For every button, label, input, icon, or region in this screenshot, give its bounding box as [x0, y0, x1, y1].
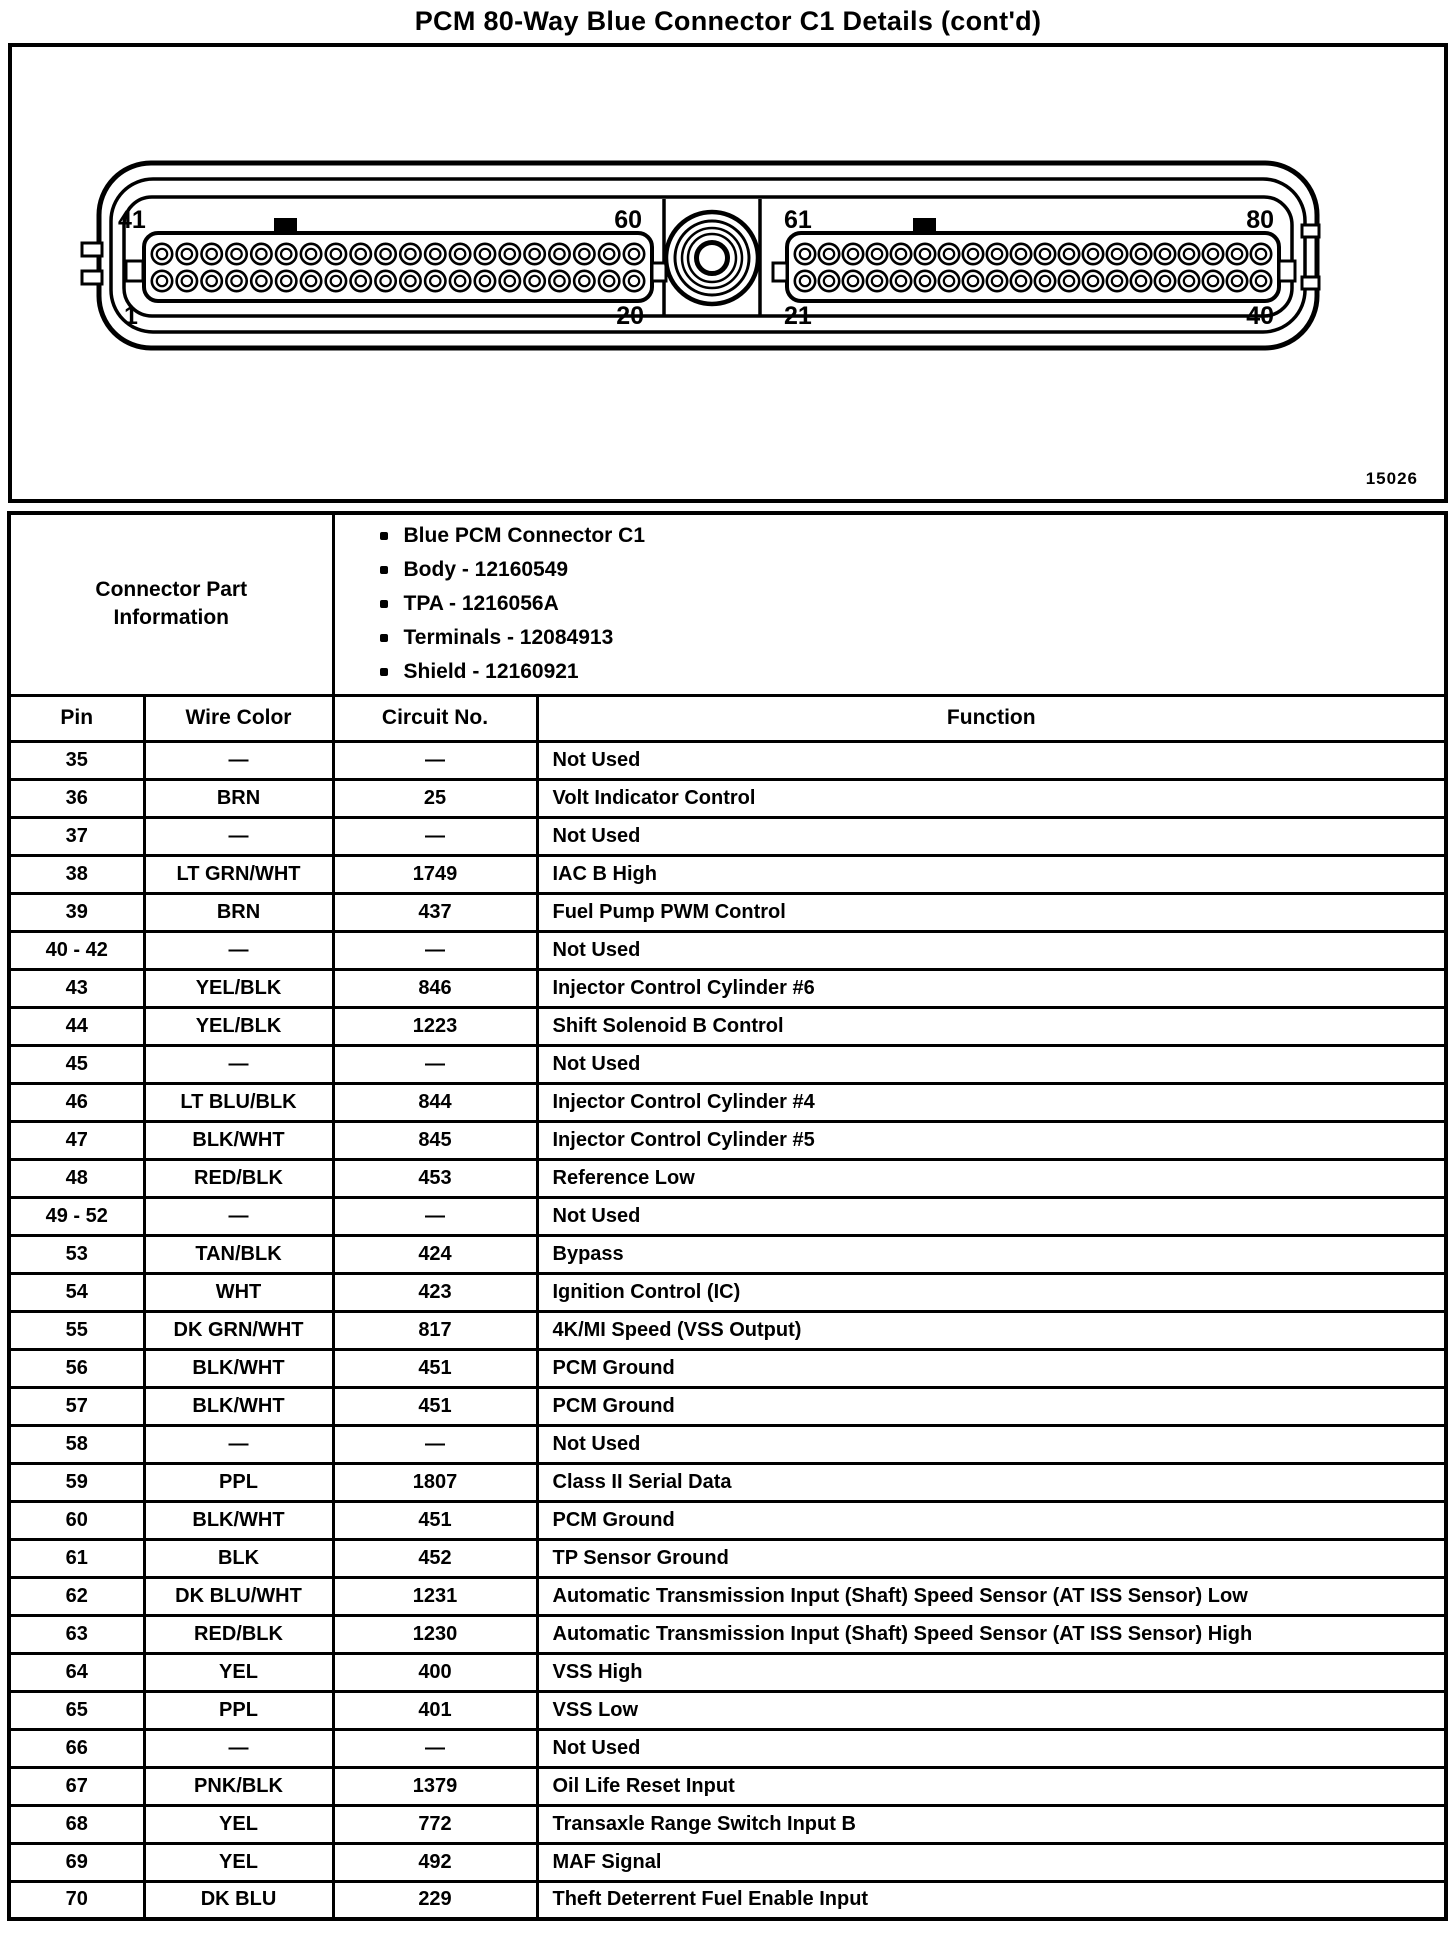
function-cell: Not Used [537, 817, 1446, 855]
terminal-pin [450, 244, 470, 264]
terminal-pin [819, 244, 839, 264]
pin-cell: 49 - 52 [9, 1197, 144, 1235]
left-latch-tab [82, 271, 102, 284]
wire-color-cell: BLK/WHT [144, 1501, 333, 1539]
block-side-tab [773, 263, 787, 281]
terminal-pin [549, 244, 569, 264]
function-cell: Bypass [537, 1235, 1446, 1273]
table-row [9, 1843, 1446, 1881]
keying-square-left [274, 218, 297, 233]
wire-color-cell: TAN/BLK [144, 1235, 333, 1273]
terminal-pin [177, 271, 197, 291]
block-side-tab [126, 261, 143, 281]
pin-cell: 64 [9, 1653, 144, 1691]
terminal-pin [795, 271, 815, 291]
terminal-pin [795, 244, 815, 264]
column-header-function: Function [537, 695, 1446, 741]
circuit-no-cell: — [333, 1045, 537, 1083]
table-row [9, 931, 1446, 969]
circuit-no-cell: 437 [333, 893, 537, 931]
terminal-pin [843, 271, 863, 291]
table-row [9, 1691, 1446, 1729]
terminal-pin [301, 244, 321, 264]
terminal-pin [1059, 271, 1079, 291]
table-row [9, 817, 1446, 855]
function-cell: Class II Serial Data [537, 1463, 1446, 1501]
terminal-pin [1131, 271, 1151, 291]
terminal-pin [524, 244, 544, 264]
pin-cell: 45 [9, 1045, 144, 1083]
circuit-no-cell: — [333, 817, 537, 855]
left-latch-tab [82, 243, 102, 256]
right-shell-notch [1302, 277, 1319, 289]
right-shell-notch [1302, 225, 1319, 237]
terminal-pin [251, 271, 271, 291]
table-row [9, 1615, 1446, 1653]
circuit-no-cell: 400 [333, 1653, 537, 1691]
function-cell: Oil Life Reset Input [537, 1767, 1446, 1805]
terminal-pin [425, 244, 445, 264]
terminal-pin [939, 244, 959, 264]
wire-color-cell: BRN [144, 893, 333, 931]
circuit-no-cell: — [333, 1729, 537, 1767]
terminal-pin [351, 244, 371, 264]
part-info-bullets-cell [333, 513, 1446, 695]
wire-color-cell: LT GRN/WHT [144, 855, 333, 893]
wire-color-cell: — [144, 1045, 333, 1083]
terminal-pin [963, 271, 983, 291]
wire-color-cell: BLK [144, 1539, 333, 1577]
pin-label-1: 1 [124, 302, 138, 330]
terminal-pin [301, 271, 321, 291]
wire-color-cell: YEL [144, 1843, 333, 1881]
terminal-pin [939, 271, 959, 291]
terminal-pin [891, 244, 911, 264]
terminal-pin [326, 244, 346, 264]
pin-cell: 66 [9, 1729, 144, 1767]
wire-color-cell: BLK/WHT [144, 1387, 333, 1425]
terminal-pin [1035, 244, 1055, 264]
terminal-pin [1107, 271, 1127, 291]
table-row [9, 1197, 1446, 1235]
function-cell: VSS High [537, 1653, 1446, 1691]
terminal-pin [375, 271, 395, 291]
table-row [9, 1881, 1446, 1919]
terminal-pin [1227, 271, 1247, 291]
circuit-no-cell: 25 [333, 779, 537, 817]
terminal-pin [1155, 271, 1175, 291]
terminal-pin [326, 271, 346, 291]
terminal-pin [276, 271, 296, 291]
pin-cell: 67 [9, 1767, 144, 1805]
table-row [9, 1539, 1446, 1577]
part-info-item: TPA - 1216056A [380, 587, 1444, 621]
terminal-pin [843, 244, 863, 264]
circuit-no-cell: 451 [333, 1349, 537, 1387]
wire-color-cell: RED/BLK [144, 1159, 333, 1197]
terminal-pin [1131, 244, 1151, 264]
terminal-pin [987, 271, 1007, 291]
pin-cell: 61 [9, 1539, 144, 1577]
wire-color-cell: — [144, 1729, 333, 1767]
pin-cell: 37 [9, 817, 144, 855]
terminal-pin [574, 244, 594, 264]
table-row [9, 1653, 1446, 1691]
function-cell: Injector Control Cylinder #5 [537, 1121, 1446, 1159]
terminal-pin [276, 244, 296, 264]
wire-color-cell: PPL [144, 1463, 333, 1501]
wire-color-cell: YEL [144, 1805, 333, 1843]
wire-color-cell: — [144, 817, 333, 855]
terminal-pin [1155, 244, 1175, 264]
table-row [9, 1501, 1446, 1539]
table-row [9, 779, 1446, 817]
connector-diagram [12, 47, 1444, 499]
terminal-pin [963, 244, 983, 264]
terminal-pin [177, 244, 197, 264]
pin-label-80: 80 [1246, 206, 1274, 234]
circuit-no-cell: 846 [333, 969, 537, 1007]
function-cell: Transaxle Range Switch Input B [537, 1805, 1446, 1843]
wire-color-cell: RED/BLK [144, 1615, 333, 1653]
function-cell: Reference Low [537, 1159, 1446, 1197]
function-cell: IAC B High [537, 855, 1446, 893]
terminal-pin [400, 271, 420, 291]
wire-color-cell: YEL/BLK [144, 1007, 333, 1045]
terminal-pin [574, 271, 594, 291]
table-row [9, 1007, 1446, 1045]
circuit-no-cell: 845 [333, 1121, 537, 1159]
pin-cell: 63 [9, 1615, 144, 1653]
pin-cell: 48 [9, 1159, 144, 1197]
part-info-item: Blue PCM Connector C1 [380, 519, 1444, 553]
circuit-no-cell: 817 [333, 1311, 537, 1349]
table-row [9, 1729, 1446, 1767]
table-row [9, 1387, 1446, 1425]
circuit-no-cell: 1230 [333, 1615, 537, 1653]
table-row [9, 1121, 1446, 1159]
pin-block-left [144, 233, 652, 301]
table-row [9, 1045, 1446, 1083]
circuit-no-cell: 1807 [333, 1463, 537, 1501]
column-header-circuit-no: Circuit No. [333, 695, 537, 741]
table-row [9, 1349, 1446, 1387]
circuit-no-cell: — [333, 931, 537, 969]
pin-cell: 70 [9, 1881, 144, 1919]
function-cell: Ignition Control (IC) [537, 1273, 1446, 1311]
terminal-pin [500, 244, 520, 264]
pin-cell: 36 [9, 779, 144, 817]
function-cell: Automatic Transmission Input (Shaft) Speed Sensor (AT ISS Sensor) Low [537, 1577, 1446, 1615]
terminal-pin [1083, 271, 1103, 291]
function-cell: Automatic Transmission Input (Shaft) Speed Sensor (AT ISS Sensor) High [537, 1615, 1446, 1653]
function-cell: Volt Indicator Control [537, 779, 1446, 817]
pin-label-41: 41 [118, 206, 146, 234]
function-cell: PCM Ground [537, 1349, 1446, 1387]
pin-cell: 57 [9, 1387, 144, 1425]
wire-color-cell: DK BLU/WHT [144, 1577, 333, 1615]
terminal-pin [549, 271, 569, 291]
part-info-label: Connector Part Information [95, 578, 248, 630]
terminal-pin [226, 271, 246, 291]
wire-color-cell: — [144, 741, 333, 779]
circuit-no-cell: — [333, 1425, 537, 1463]
connector-figure [8, 43, 1448, 503]
pin-label-40: 40 [1246, 302, 1274, 330]
table-row [9, 1425, 1446, 1463]
terminal-pin [867, 244, 887, 264]
terminal-pin [450, 271, 470, 291]
function-cell: Injector Control Cylinder #6 [537, 969, 1446, 1007]
wire-color-cell: PPL [144, 1691, 333, 1729]
function-cell: PCM Ground [537, 1501, 1446, 1539]
terminal-pin [987, 244, 1007, 264]
circuit-no-cell: 423 [333, 1273, 537, 1311]
keying-square-right [913, 218, 936, 233]
pin-cell: 40 - 42 [9, 931, 144, 969]
terminal-pin [1107, 244, 1127, 264]
pin-cell: 65 [9, 1691, 144, 1729]
pin-cell: 55 [9, 1311, 144, 1349]
function-cell: Not Used [537, 1729, 1446, 1767]
part-info-list [336, 519, 1444, 689]
wire-color-cell: BLK/WHT [144, 1349, 333, 1387]
terminal-pin [152, 271, 172, 291]
circuit-no-cell: 401 [333, 1691, 537, 1729]
table-row [9, 1767, 1446, 1805]
pin-cell: 35 [9, 741, 144, 779]
circuit-no-cell: 1749 [333, 855, 537, 893]
pin-cell: 56 [9, 1349, 144, 1387]
table-row [9, 855, 1446, 893]
wire-color-cell: — [144, 1197, 333, 1235]
terminal-pin [201, 271, 221, 291]
table-row [9, 893, 1446, 931]
circuit-no-cell: 424 [333, 1235, 537, 1273]
table-row [9, 1805, 1446, 1843]
column-header-pin: Pin [9, 695, 144, 741]
table-row [9, 1235, 1446, 1273]
part-info-item: Body - 12160549 [380, 553, 1444, 587]
pin-cell: 53 [9, 1235, 144, 1273]
terminal-pin [1083, 244, 1103, 264]
circuit-no-cell: — [333, 741, 537, 779]
circuit-no-cell: 451 [333, 1387, 537, 1425]
terminal-pin [475, 271, 495, 291]
terminal-pin [375, 244, 395, 264]
wire-color-cell: DK GRN/WHT [144, 1311, 333, 1349]
terminal-pin [226, 244, 246, 264]
wire-color-cell: BRN [144, 779, 333, 817]
terminal-pin [1179, 244, 1199, 264]
terminal-pin [624, 244, 644, 264]
pin-label-60: 60 [614, 206, 642, 234]
terminal-pin [351, 271, 371, 291]
terminal-pin [1011, 271, 1031, 291]
function-cell: Not Used [537, 1425, 1446, 1463]
circuit-no-cell: 453 [333, 1159, 537, 1197]
pin-cell: 68 [9, 1805, 144, 1843]
part-info-item: Shield - 12160921 [380, 655, 1444, 689]
function-cell: Not Used [537, 741, 1446, 779]
function-cell: Theft Deterrent Fuel Enable Input [537, 1881, 1446, 1919]
pin-cell: 44 [9, 1007, 144, 1045]
pin-cell: 43 [9, 969, 144, 1007]
table-row [9, 1273, 1446, 1311]
table-row [9, 1463, 1446, 1501]
circuit-no-cell: 772 [333, 1805, 537, 1843]
pin-cell: 60 [9, 1501, 144, 1539]
terminal-pin [891, 271, 911, 291]
function-cell: Not Used [537, 1045, 1446, 1083]
circuit-no-cell: 452 [333, 1539, 537, 1577]
block-side-tab [1279, 261, 1295, 281]
terminal-pin [819, 271, 839, 291]
function-cell: PCM Ground [537, 1387, 1446, 1425]
circuit-no-cell: 451 [333, 1501, 537, 1539]
pin-cell: 54 [9, 1273, 144, 1311]
figure-number: 15026 [1365, 469, 1418, 488]
terminal-pin [475, 244, 495, 264]
terminal-pin [400, 244, 420, 264]
circuit-no-cell: 1379 [333, 1767, 537, 1805]
center-bolt [666, 212, 758, 304]
terminal-pin [915, 271, 935, 291]
circuit-no-cell: 229 [333, 1881, 537, 1919]
pin-cell: 47 [9, 1121, 144, 1159]
wire-color-cell: — [144, 931, 333, 969]
terminal-pin [624, 271, 644, 291]
function-cell: 4K/MI Speed (VSS Output) [537, 1311, 1446, 1349]
pin-cell: 39 [9, 893, 144, 931]
part-info-row [9, 513, 1446, 695]
pin-label-61: 61 [784, 206, 812, 234]
terminal-pin [251, 244, 271, 264]
part-info-label-cell [9, 513, 333, 695]
pin-cell: 38 [9, 855, 144, 893]
terminal-pin [152, 244, 172, 264]
part-info-item: Terminals - 12084913 [380, 621, 1444, 655]
table-row [9, 1159, 1446, 1197]
circuit-no-cell: 492 [333, 1843, 537, 1881]
table-row [9, 1311, 1446, 1349]
circuit-no-cell: 1223 [333, 1007, 537, 1045]
pinout-table [7, 511, 1448, 1921]
terminal-pin [1179, 271, 1199, 291]
wire-color-cell: LT BLU/BLK [144, 1083, 333, 1121]
pin-block-right [787, 233, 1279, 301]
pinout-rows [9, 741, 1446, 1919]
wire-color-cell: BLK/WHT [144, 1121, 333, 1159]
column-header-wire-color: Wire Color [144, 695, 333, 741]
pin-label-20: 20 [616, 302, 644, 330]
terminal-pin [1251, 271, 1271, 291]
page-title: PCM 80-Way Blue Connector C1 Details (cont'd) [414, 6, 1042, 36]
pin-cell: 62 [9, 1577, 144, 1615]
wire-color-cell: PNK/BLK [144, 1767, 333, 1805]
wire-color-cell: — [144, 1425, 333, 1463]
function-cell: Fuel Pump PWM Control [537, 893, 1446, 931]
terminal-pin [1203, 271, 1223, 291]
table-row [9, 741, 1446, 779]
pin-cell: 58 [9, 1425, 144, 1463]
wire-color-cell: WHT [144, 1273, 333, 1311]
pin-label-21: 21 [784, 302, 812, 330]
wire-color-cell: YEL/BLK [144, 969, 333, 1007]
pin-cell: 46 [9, 1083, 144, 1121]
circuit-no-cell: 844 [333, 1083, 537, 1121]
table-row [9, 1577, 1446, 1615]
terminal-pin [867, 271, 887, 291]
pin-cell: 69 [9, 1843, 144, 1881]
terminal-pin [599, 244, 619, 264]
terminal-pin [524, 271, 544, 291]
table-row [9, 1083, 1446, 1121]
function-cell: TP Sensor Ground [537, 1539, 1446, 1577]
terminal-pin [425, 271, 445, 291]
function-cell: Shift Solenoid B Control [537, 1007, 1446, 1045]
function-cell: MAF Signal [537, 1843, 1446, 1881]
pin-cell: 59 [9, 1463, 144, 1501]
circuit-no-cell: — [333, 1197, 537, 1235]
function-cell: Not Used [537, 931, 1446, 969]
function-cell: VSS Low [537, 1691, 1446, 1729]
circuit-no-cell: 1231 [333, 1577, 537, 1615]
terminal-pin [500, 271, 520, 291]
terminal-pin [1251, 244, 1271, 264]
function-cell: Injector Control Cylinder #4 [537, 1083, 1446, 1121]
terminal-pin [1035, 271, 1055, 291]
terminal-pin [201, 244, 221, 264]
block-side-tab [652, 263, 666, 281]
terminal-pin [1203, 244, 1223, 264]
wire-color-cell: DK BLU [144, 1881, 333, 1919]
wire-color-cell: YEL [144, 1653, 333, 1691]
table-header-row [9, 695, 1446, 741]
terminal-pin [1059, 244, 1079, 264]
terminal-pin [915, 244, 935, 264]
terminal-pin [599, 271, 619, 291]
table-row [9, 969, 1446, 1007]
function-cell: Not Used [537, 1197, 1446, 1235]
terminal-pin [1011, 244, 1031, 264]
terminal-pin [1227, 244, 1247, 264]
